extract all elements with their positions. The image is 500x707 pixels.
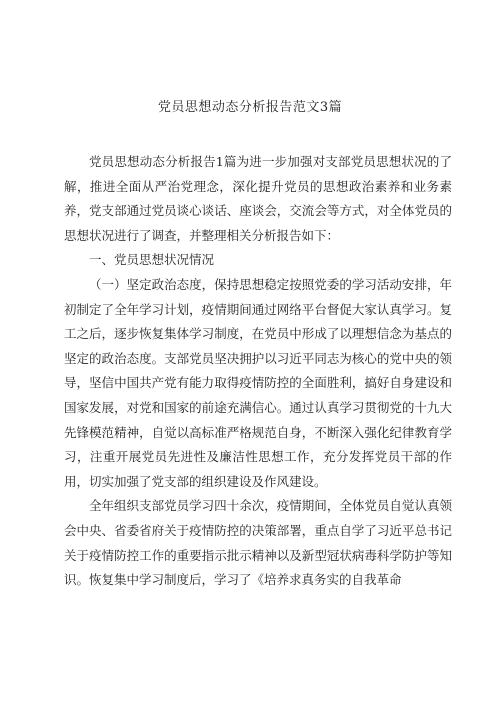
paragraph-study-sessions: 全年组织支部党员学习四十余次，疫情期间，全体党员自觉认真领会中央、省委省府关于疫情防控的决策部署，重点自学了习近平总书记关于疫情防控工作的重要指示批示精神以及新型冠状病毒科学防护等知识。恢复集中学习制度后，学习了《培养求真务实的自我革命 [64,498,452,588]
paragraph-political-attitude: （一）坚定政治态度，保持思想稳定按照党委的学习活动安排，年初制定了全年学习计划，疫情期间通过网络平台督促大家认真学习。复工之后，逐步恢复集体学习制度，在党员中形成了以理想信念为基点的坚定的政治态度。支部党员坚决拥护以习近平同志为核心的党中央的领导，坚信中国共产党有能力取得疫情防控的全面胜利，搞好自身建设和国家发展，对党和国家的前途充满信心。通过认真学习贯彻党的十九大先锋模范精神，自觉以高标准严格规范自身，不断深入强化纪律教育学习，注重开展党员先进性及廉洁性思想工作，充分发挥党员干部的作用，切实加强了党支部的组织建设及作风建设。 [64,276,452,489]
document-body [64,150,452,593]
section-heading: 一、党员思想状况情况 [89,252,215,268]
paragraph-intro: 党员思想动态分析报告1篇为进一步加强对支部党员思想状况的了解，推进全面从严治党理念，深化提升党员的思想政治素养和业务素养，党支部通过党员谈心谈话、座谈会，交流会等方式，对全体党员的思想状况进行了调查，并整理相关分析报告如下： [64,154,452,243]
document-title: 党员思想动态分析报告范文3篇 [157,100,343,115]
